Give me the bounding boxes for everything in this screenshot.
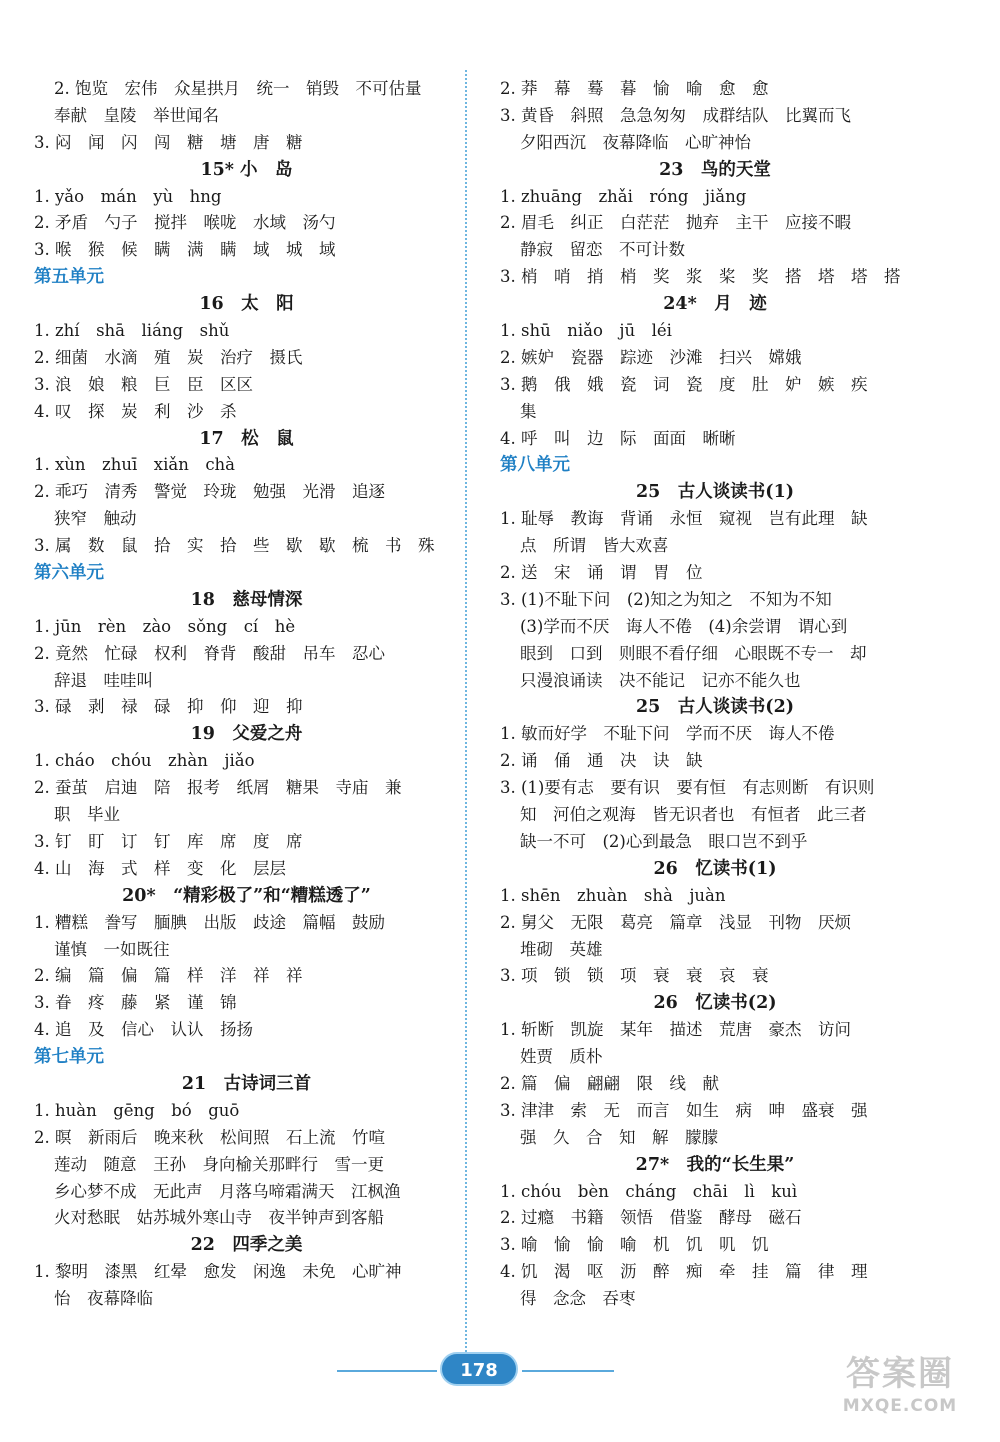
lesson-title: 26 忆读书(2) bbox=[653, 993, 777, 1014]
answer-line-continued: 夕阳西沉 夜幕降临 心旷神怡 bbox=[520, 132, 751, 152]
answer-line-continued: 狭窄 触动 bbox=[54, 509, 137, 529]
answer-line: 3. 黄昏 斜照 急急匆匆 成群结队 比翼而飞 bbox=[500, 105, 851, 125]
answer-line: 1. jūn rèn zào sǒng cí hè bbox=[34, 616, 296, 636]
answer-line-continued: 乡心梦不成 无此声 月落乌啼霜满天 江枫渔 bbox=[54, 1181, 401, 1201]
footer-rule-left bbox=[337, 1370, 437, 1372]
watermark-text: 答案圈 bbox=[846, 1354, 954, 1394]
answer-line: 1. zhuāng zhǎi róng jiǎng bbox=[500, 186, 747, 206]
answer-line: 3. 钉 盯 订 钉 库 席 度 席 bbox=[34, 831, 303, 851]
answer-line: 1. xùn zhuī xiǎn chà bbox=[34, 455, 236, 475]
answer-line-continued: 怡 夜幕降临 bbox=[54, 1289, 153, 1309]
answer-line: 2. 细菌 水滴 殖 炭 治疗 摄氏 bbox=[34, 347, 303, 367]
answer-line: 1. 糟糕 誊写 腼腆 出版 歧途 篇幅 鼓励 bbox=[34, 912, 385, 932]
answer-line: 3. 属 数 鼠 拾 实 拾 些 歇 歇 梳 书 殊 bbox=[34, 536, 435, 556]
lesson-title: 18 慈母情深 bbox=[190, 589, 303, 610]
unit-heading: 第五单元 bbox=[34, 267, 104, 288]
answer-line: 2. 眉毛 纠正 白茫茫 抛弃 主干 应接不暇 bbox=[500, 213, 851, 233]
answer-line: 1. cháo chóu zhàn jiǎo bbox=[34, 751, 255, 771]
answer-line: 1. shēn zhuàn shà juàn bbox=[500, 885, 726, 905]
answer-line-continued: 缺一不可 (2)心到最急 眼口岂不到乎 bbox=[520, 831, 808, 851]
answer-line: 1. zhí shā liáng shǔ bbox=[34, 321, 230, 341]
right-column bbox=[500, 76, 930, 1313]
answer-line-continued: 集 bbox=[520, 401, 537, 421]
lesson-title: 17 松 鼠 bbox=[199, 428, 294, 449]
answer-line: 3. 项 锁 锁 项 衰 衰 哀 衰 bbox=[500, 966, 769, 986]
lesson-title: 16 太 阳 bbox=[199, 294, 294, 315]
column-divider bbox=[465, 70, 467, 1360]
answer-line: 2. 竟然 忙碌 权利 脊背 酸甜 吊车 忍心 bbox=[34, 643, 385, 663]
answer-line-continued: 姓贾 质朴 bbox=[520, 1047, 603, 1067]
unit-heading: 第七单元 bbox=[34, 1047, 104, 1068]
lesson-title: 25 古人谈读书(2) bbox=[635, 697, 795, 718]
answer-line-continued: 得 念念 吞枣 bbox=[520, 1289, 636, 1309]
watermark-logo bbox=[810, 1352, 990, 1432]
answer-line: 2. 篇 偏 翩翩 限 线 献 bbox=[500, 1073, 719, 1093]
answer-line: 3. 鹅 俄 娥 瓷 词 瓷 度 肚 妒 嫉 疾 bbox=[500, 374, 868, 394]
answer-line-continued: 职 毕业 bbox=[54, 805, 120, 825]
footer-rule-right bbox=[522, 1370, 614, 1372]
lesson-title: 23 鸟的天堂 bbox=[659, 159, 771, 180]
answer-line: 2. 莽 幕 蓦 暮 愉 喻 愈 愈 bbox=[500, 79, 769, 98]
answer-line-continued: 堆砌 英雄 bbox=[520, 939, 603, 959]
answer-line: 1. 黎明 漆黑 红晕 愈发 闲逸 未免 心旷神 bbox=[34, 1262, 402, 1282]
answer-line: 3. 梢 哨 捎 梢 奖 浆 桨 奖 搭 塔 塔 搭 bbox=[500, 267, 901, 287]
answer-line: 3. 闷 闻 闪 闯 糖 塘 唐 糖 bbox=[34, 132, 303, 152]
watermark-url: MXQE.COM bbox=[842, 1396, 958, 1416]
answer-line: 3. 津津 索 无 而言 如生 病 呻 盛衰 强 bbox=[500, 1100, 868, 1120]
answer-line-continued: 静寂 留恋 不可计数 bbox=[520, 240, 685, 260]
answer-line: 3. 浪 娘 粮 巨 臣 区区 bbox=[34, 374, 253, 394]
answer-line: 3. 喻 愉 愉 喻 机 饥 叽 饥 bbox=[500, 1235, 769, 1255]
answer-line-continued: 谨慎 一如既往 bbox=[54, 939, 170, 959]
lesson-title: 24* 月 迹 bbox=[663, 294, 767, 315]
answer-line: 1. huàn gēng bó guō bbox=[34, 1100, 240, 1120]
answer-line: 4. 叹 探 炭 利 沙 杀 bbox=[34, 401, 237, 421]
answer-line: 2. 暝 新雨后 晚来秋 松间照 石上流 竹喧 bbox=[34, 1127, 385, 1147]
unit-heading: 第六单元 bbox=[34, 563, 104, 584]
answer-line: 3. 碌 剥 禄 碌 抑 仰 迎 抑 bbox=[34, 697, 303, 717]
answer-line: 3. 眷 疼 藤 紧 谨 锦 bbox=[34, 993, 237, 1013]
answer-line: 2. 嫉妒 瓷器 踪迹 沙滩 扫兴 嫦娥 bbox=[500, 347, 802, 367]
answer-line-continued: 知 河伯之观海 皆无识者也 有恒者 此三者 bbox=[520, 805, 867, 825]
answer-line: 2. 舅父 无限 葛亮 篇章 浅显 刊物 厌烦 bbox=[500, 912, 851, 932]
answer-line: 4. 呼 叫 边 际 面面 晰晰 bbox=[500, 428, 736, 448]
lesson-title: 22 四季之美 bbox=[190, 1235, 303, 1256]
answer-line-continued: 辞退 哇哇叫 bbox=[54, 670, 153, 690]
answer-line: 1. chóu bèn cháng chāi lì kuì bbox=[500, 1181, 798, 1201]
answer-line: 1. shū niǎo jū léi bbox=[500, 321, 672, 341]
answer-line-continued: 奉献 皇陵 举世闻名 bbox=[54, 105, 219, 125]
answer-line-continued: 点 所谓 皆大欢喜 bbox=[520, 536, 669, 556]
lesson-title: 26 忆读书(1) bbox=[653, 858, 777, 879]
answer-line: 1. yǎo mán yù hng bbox=[34, 186, 222, 206]
lesson-title: 21 古诗词三首 bbox=[181, 1073, 312, 1094]
lesson-title: 15* 小 岛 bbox=[200, 159, 293, 180]
answer-line-continued: 2. 饱览 宏伟 众星拱月 统一 销毁 不可估量 bbox=[54, 79, 422, 98]
answer-line: 3. 喉 猴 候 瞒 满 瞒 域 城 域 bbox=[34, 240, 336, 260]
answer-line: 3. (1)不耻下问 (2)知之为知之 不知为不知 bbox=[500, 589, 832, 609]
answer-line-continued: 眼到 口到 则眼不看仔细 心眼既不专一 却 bbox=[520, 643, 867, 663]
answer-line: 2. 送 宋 诵 谓 胃 位 bbox=[500, 563, 703, 583]
page-number-badge: 178 bbox=[440, 1352, 518, 1386]
answer-line: 4. 山 海 式 样 变 化 层层 bbox=[34, 858, 286, 878]
answer-line: 3. (1)要有志 要有识 要有恒 有志则断 有识则 bbox=[500, 778, 875, 798]
answer-line: 2. 过瘾 书籍 领悟 借鉴 酵母 磁石 bbox=[500, 1208, 802, 1228]
lesson-title: 27* 我的“长生果” bbox=[635, 1154, 795, 1175]
answer-line-continued: 莲动 随意 王孙 身向榆关那畔行 雪一更 bbox=[54, 1154, 384, 1174]
lesson-title: 25 古人谈读书(1) bbox=[635, 482, 795, 503]
lesson-title: 20* “精彩极了”和“糟糕透了” bbox=[122, 885, 371, 906]
answer-line-continued: 强 久 合 知 解 朦朦 bbox=[520, 1127, 718, 1147]
answer-line-continued: 只漫浪诵读 决不能记 记亦不能久也 bbox=[520, 670, 801, 690]
answer-line: 4. 追 及 信心 认认 扬扬 bbox=[34, 1020, 253, 1040]
answer-line: 4. 饥 渴 呕 沥 醉 痴 牵 挂 篇 律 理 bbox=[500, 1262, 868, 1282]
answer-line: 2. 编 篇 偏 篇 样 洋 祥 祥 bbox=[34, 966, 303, 986]
answer-line: 1. 斩断 凯旋 某年 描述 荒唐 豪杰 访问 bbox=[500, 1020, 851, 1040]
answer-line: 2. 蚕茧 启迪 陪 报考 纸屑 糖果 寺庙 兼 bbox=[34, 778, 402, 798]
answer-line: 2. 乖巧 清秀 警觉 玲珑 勉强 光滑 追逐 bbox=[34, 482, 385, 502]
answer-line-continued: (3)学而不厌 诲人不倦 (4)余尝谓 谓心到 bbox=[520, 616, 848, 636]
answer-line: 1. 耻辱 教诲 背诵 永恒 窥视 岂有此理 缺 bbox=[500, 509, 868, 529]
answer-line-continued: 火对愁眠 姑苏城外寒山寺 夜半钟声到客船 bbox=[54, 1208, 384, 1228]
lesson-title: 19 父爱之舟 bbox=[190, 724, 303, 745]
answer-line: 1. 敏而好学 不耻下问 学而不厌 诲人不倦 bbox=[500, 724, 835, 744]
answer-line: 2. 诵 俑 通 决 诀 缺 bbox=[500, 751, 703, 771]
left-column bbox=[34, 76, 459, 1313]
answer-line: 2. 矛盾 勺子 搅拌 喉咙 水域 汤勺 bbox=[34, 213, 336, 233]
unit-heading: 第八单元 bbox=[500, 455, 570, 476]
